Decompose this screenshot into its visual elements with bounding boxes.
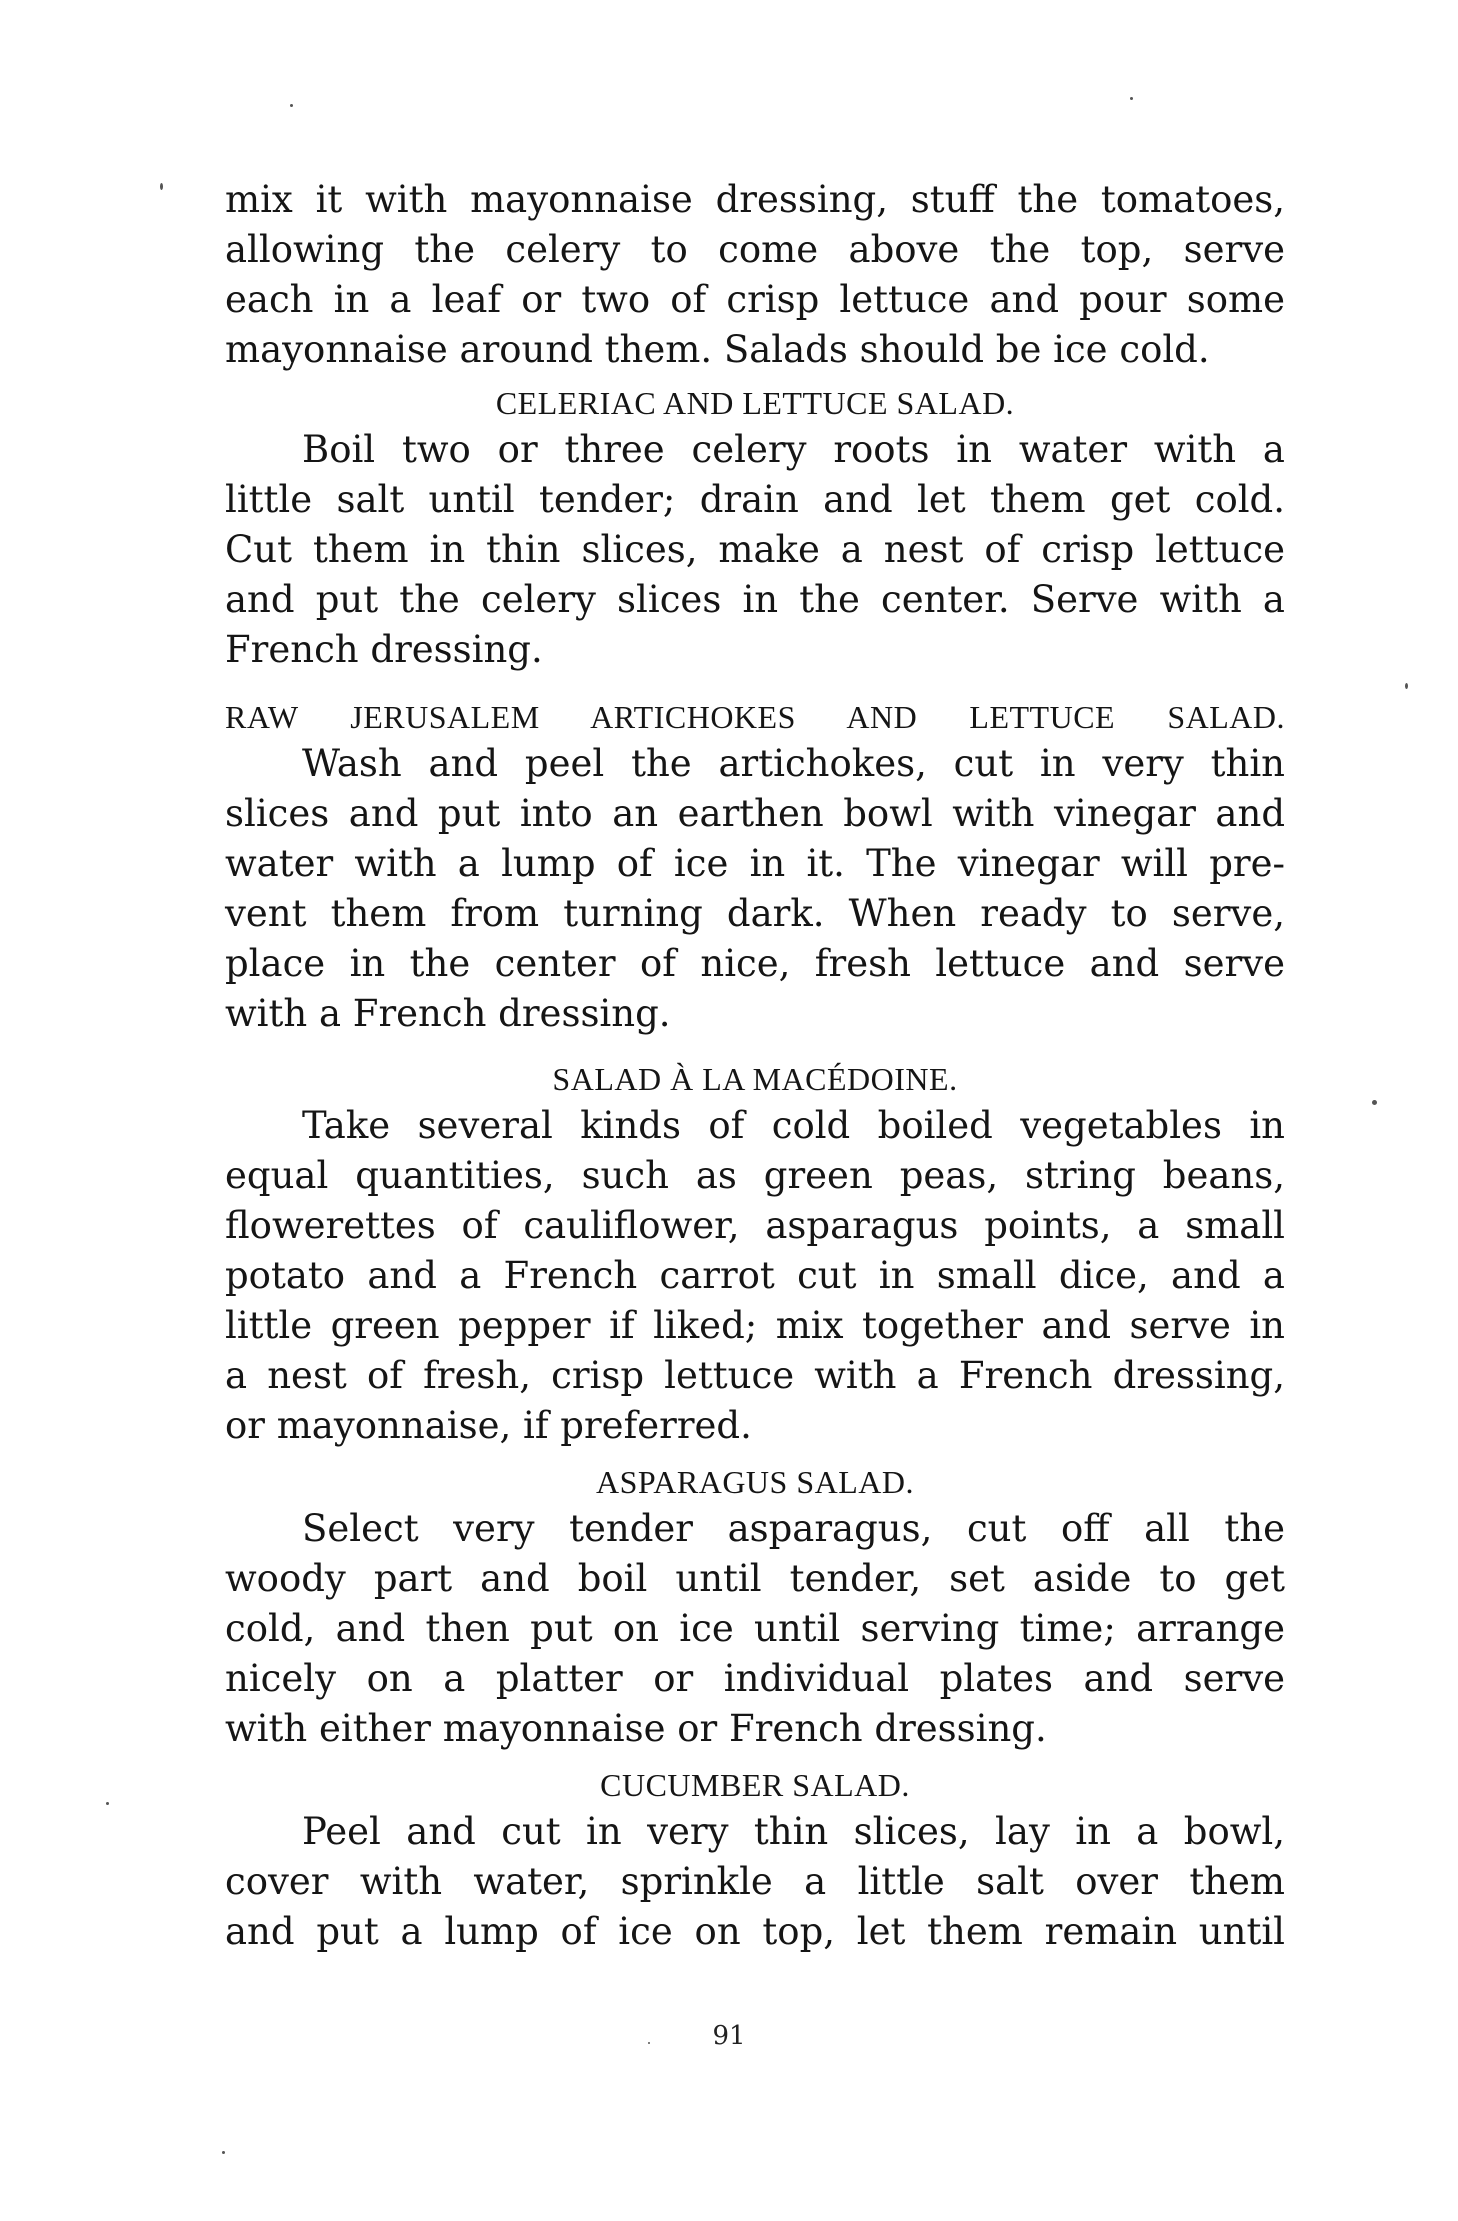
text-line: little salt until tender; drain and let them get cold.	[225, 478, 1285, 521]
text-line: Boil two or three celery roots in water with a	[302, 428, 1285, 471]
text-line: little green pepper if liked; mix together and serve in	[225, 1304, 1285, 1347]
recipe-paragraph-asparagus	[225, 1504, 1285, 1754]
text-line: allowing the celery to come above the top, serve	[225, 228, 1285, 271]
recipe-paragraph-macedoine	[225, 1101, 1285, 1451]
text-line: equal quantities, such as green peas, string beans,	[225, 1154, 1285, 1197]
text-line: nicely on a platter or individual plates and serve	[225, 1657, 1285, 1700]
text-line: Select very tender asparagus, cut off all the	[302, 1507, 1285, 1550]
text-line: Cut them in thin slices, make a nest of crisp lettuce	[225, 528, 1285, 571]
text-line: potato and a French carrot cut in small dice, and a	[225, 1254, 1285, 1297]
recipe-paragraph-artichokes	[225, 739, 1285, 1039]
text-line: and put a lump of ice on top, let them remain until	[225, 1910, 1285, 1953]
scan-speck	[290, 104, 293, 107]
scan-speck	[106, 1802, 109, 1805]
text-line: mayonnaise around them. Salads should be ice cold.	[225, 328, 1210, 371]
text-line: French dressing.	[225, 628, 543, 671]
text-line: flowerettes of cauliflower, asparagus points, a small	[225, 1204, 1285, 1247]
section-heading-asparagus: ASPARAGUS SALAD.	[595, 1464, 914, 1500]
scan-speck	[648, 2042, 650, 2044]
text-line: woody part and boil until tender, set aside to get	[225, 1557, 1285, 1600]
text-line: each in a leaf or two of crisp lettuce and pour some	[225, 278, 1285, 321]
section-heading-celeriac: CELERIAC AND LETTUCE SALAD.	[495, 385, 1015, 421]
text-line: place in the center of nice, fresh lettuce and serve	[225, 942, 1285, 985]
recipe-paragraph-cucumber	[225, 1807, 1285, 1957]
intro-paragraph	[225, 175, 1285, 375]
section-heading-artichokes: RAW JERUSALEM ARTICHOKES AND LETTUCE SALAD.	[225, 699, 1285, 735]
text-line: water with a lump of ice in it. The vinegar will pre-	[225, 842, 1285, 885]
section-heading-cucumber: CUCUMBER SALAD.	[600, 1767, 910, 1803]
book-page	[225, 175, 1285, 1957]
text-line: cold, and then put on ice until serving time; arrange	[225, 1607, 1285, 1650]
section-heading-macedoine: SALAD À LA MACÉDOINE.	[552, 1061, 958, 1097]
scan-speck	[1130, 97, 1133, 100]
text-line: or mayonnaise, if preferred.	[225, 1404, 752, 1447]
text-line: a nest of fresh, crisp lettuce with a French dressing,	[225, 1354, 1285, 1397]
scan-speck	[222, 2151, 225, 2154]
scan-speck	[1372, 1100, 1377, 1105]
text-line: and put the celery slices in the center. Serve with a	[225, 578, 1285, 621]
page-number: 91	[712, 2021, 746, 2051]
text-line: mix it with mayonnaise dressing, stuff the tomatoes,	[225, 178, 1285, 221]
text-line: slices and put into an earthen bowl with vinegar and	[225, 792, 1285, 835]
text-line: Peel and cut in very thin slices, lay in a bowl,	[302, 1810, 1285, 1853]
text-line: cover with water, sprinkle a little salt over them	[225, 1860, 1285, 1903]
text-line: Wash and peel the artichokes, cut in very thin	[302, 742, 1285, 785]
recipe-paragraph-celeriac	[225, 425, 1285, 675]
text-line: with either mayonnaise or French dressing.	[225, 1707, 1047, 1750]
text-line: Take several kinds of cold boiled vegetables in	[302, 1104, 1285, 1147]
scan-speck	[160, 183, 163, 190]
text-line: vent them from turning dark. When ready to serve,	[225, 892, 1285, 935]
text-line: with a French dressing.	[225, 992, 671, 1035]
scan-speck	[1405, 683, 1408, 689]
